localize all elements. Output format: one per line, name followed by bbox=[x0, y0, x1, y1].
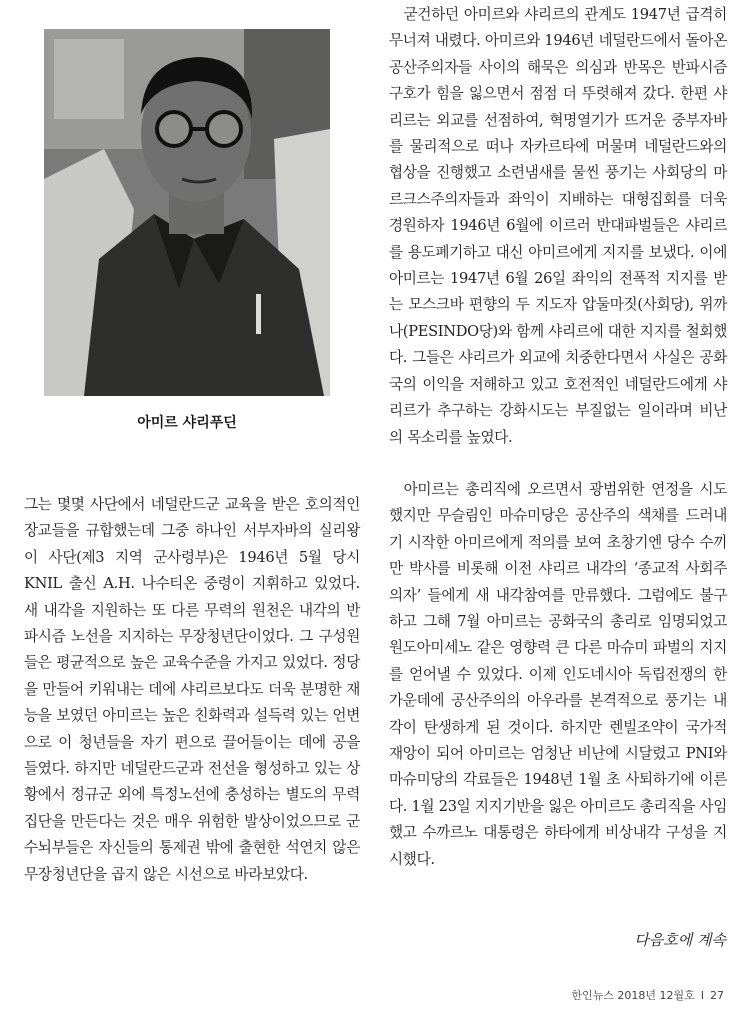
right-paragraph-2: 아미르는 총리직에 오르면서 광범위한 연정을 시도했지만 무슬림인 마슈미당은 공산주의 색채를 드러내기 시작한 아미르에게 적의를 보여 초창기엔 당수 수끼만 박사를 비롯해 이전 샤리르 내각의 ‘종교적 사회주의자’ 들에게 새 내각참여를 만류했다. 그럼에도 불구하고 그해 7월 아미르는 공화국의 총리로 임명되었고 원도아미세노 같은 영향력 큰 다른 마슈미 파벌의 지지를 얻어낼 수 있었다. 이제 인도네시아 독립전쟁의 한가운데에 공산주의의 아우라를 본격적으로 풍기는 내각이 탄생하게 된 것이다. 하지만 렌빌조약이 국가적 재앙이 되어 아미르는 엄청난 비난에 시달렸고 PNI와 마슈미당의 각료들은 1948년 1월 초 사퇴하기에 이른다. 1월 23일 지지기반을 잃은 아미르도 총리직을 사임했고 수까르노 대통령은 하타에게 비상내각 구성을 지시했다. bbox=[389, 480, 727, 868]
right-paragraph-1: 굳건하던 아미르와 샤리르의 관계도 1947년 급격히 무너져 내렸다. 아미르와 1946년 네덜란드에서 돌아온 공산주의자들 사이의 해묵은 의심과 반목은 반파시즘 구호가 힘을 잃으면서 점점 더 뚜렷해져 갔다. 한편 샤리르는 외교를 선점하여, 혁명열기가 뜨거운 중부자바를 물리적으로 떠나 자카르타에 머물며 네덜란드와의 협상을 진행했고 소련냄새를 물씬 풍기는 사회당의 마르크스주의자들과 좌익이 지배하는 대형집회를 더욱 경원하자 1946년 6월에 이르러 반대파벌들은 샤리르를 용도폐기하고 대신 아미르에게 지지를 보냈다. 이에 아미르는 1947년 6월 26일 좌익의 전폭적 지지를 받는 모스크바 편향의 두 지도자 압둘마짓(사회당), 위까나(PESINDO당)와 함께 샤리르에 대한 지지를 철회했다. 그들은 샤리르가 외교에 치중한다면서 사실은 공화국의 이익을 저해하고 있고 호전적인 네덜란드에게 샤리르가 추구하는 강화시도는 부질없는 일이라며 비난의 목소리를 높였다. bbox=[389, 6, 727, 446]
portrait-photo bbox=[44, 29, 330, 396]
photo-caption: 아미르 샤리푸딘 bbox=[137, 415, 237, 431]
page-number: 27 bbox=[710, 989, 724, 1002]
left-paragraph-1: 그는 몇몇 사단에서 네덜란드군 교육을 받은 호의적인 장교들을 규합했는데 그중 하나인 서부자바의 실리왕이 사단(제3 지역 군사령부)은 1946년 5월 당시 KNIL 출신 A.H. 나수티온 중령이 지휘하고 있었다. 새 내각을 지원하는 또 다른 무력의 원천은 내각의 반파시즘 노선을 지지하는 무장청년단이었다. 그 구성원들은 평균적으로 높은 교육수준을 가지고 있었다. 정당을 만들어 키워내는 데에 샤리르보다도 더욱 분명한 재능을 보였던 아미르는 높은 친화력과 설득력 있는 언변으로 이 청년들을 자기 편으로 끌어들이는 데에 공을 들였다. 하지만 네덜란드군과 전선을 형성하고 있는 상황에서 정규군 외에 특정노선에 충성하는 별도의 무력집단을 만든다는 것은 매우 위험한 발상이었으므로 군수뇌부들은 자신들의 통제권 밖에 출현한 석연치 않은 무장청년단을 곱지 않은 시선으로 바라보았다. bbox=[24, 496, 360, 883]
continued-note: 다음호에 계속 bbox=[634, 931, 726, 949]
portrait-image bbox=[44, 29, 330, 396]
left-column bbox=[24, 492, 360, 888]
page-footer bbox=[571, 987, 724, 1003]
publication-name: 한인뉴스 2018년 12월호 bbox=[571, 989, 695, 1002]
footer-separator: I bbox=[700, 989, 704, 1002]
right-column bbox=[389, 2, 727, 873]
